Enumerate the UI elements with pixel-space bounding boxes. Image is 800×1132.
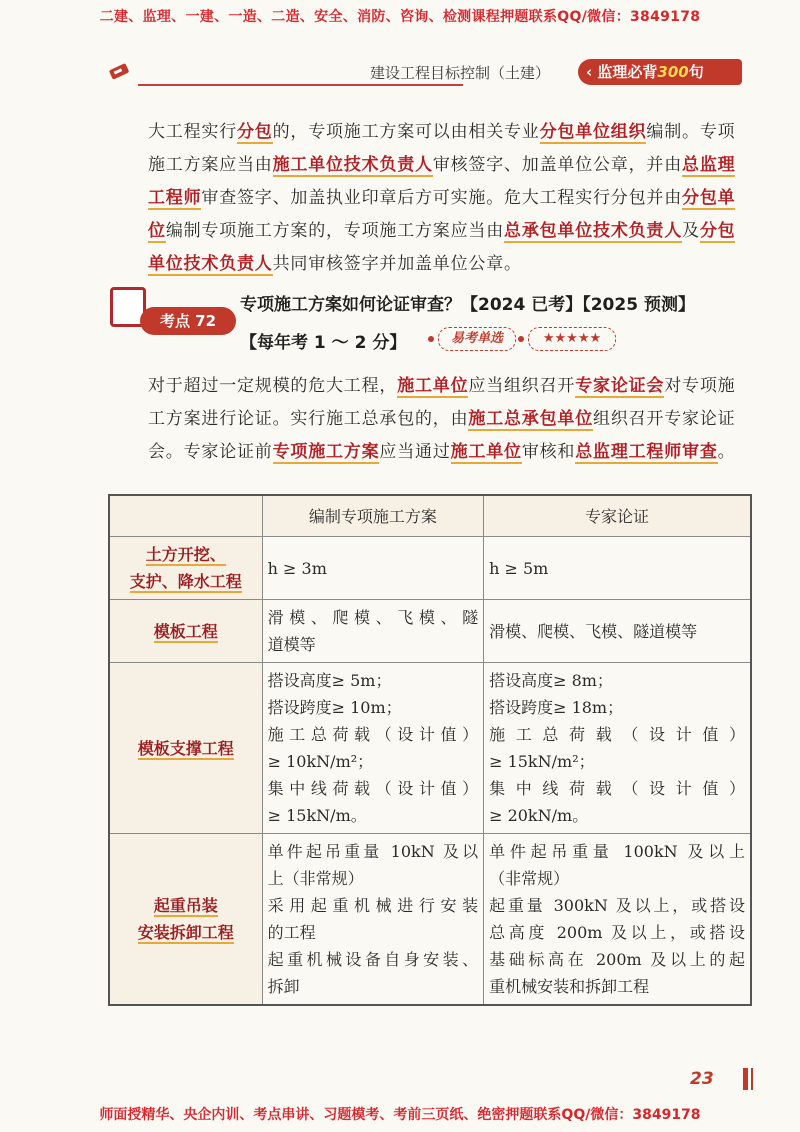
text-run: 编制。专项施工方案应当由 (148, 122, 736, 175)
text-run: 审查签字、加盖执业印章后方可实施。危大工程实行分包并由 (201, 188, 683, 208)
cell-line: （非常规） (489, 869, 570, 888)
table-cell (262, 537, 483, 600)
table-cell (262, 600, 483, 663)
cell-line: 单件起吊重量 10kN 及以 (267, 842, 479, 861)
cell-line: 滑模、爬模、飞模、隧 (267, 608, 479, 627)
cell-line: ≥ 15kN/m。 (267, 806, 367, 825)
cell-text: 滑模、爬模、飞模、隧道模等 (489, 621, 698, 641)
table-row (109, 600, 751, 663)
key-point-title: 专项施工方案如何论证审查？【2024 已考】【2025 预测】 (240, 295, 695, 315)
cell-line: ≥ 20kN/m。 (489, 806, 589, 825)
row-label-line: 支护、降水工程 (129, 572, 242, 591)
text-run: 共同审核签字并加盖单位公章。 (272, 254, 522, 274)
cell-line: 集中线荷载（设计值） (489, 779, 745, 798)
table-cell (262, 834, 483, 1006)
cell-line: 搭设高度≥ 8m； (489, 671, 613, 690)
question-type-badge: 易考单选 (438, 327, 516, 351)
highlight-term: 分包单位 (148, 188, 736, 241)
row-label (109, 834, 262, 1006)
cell-text: h ≥ 5m (489, 558, 549, 578)
cell-line: 施工总荷载（设计值） (267, 725, 479, 744)
text-run: 组织召开专家论证会。专家论证前 (148, 409, 736, 462)
top-ad-banner: 二建、监理、一建、一造、二造、安全、消防、咨询、检测课程押题联系QQ/微信：3849178 (99, 9, 701, 25)
cell-line: 搭设高度≥ 5m； (267, 671, 392, 690)
header-tag-number: 300 (657, 63, 689, 81)
text-run: 及 (682, 221, 700, 241)
key-point-label: 考点 72 (140, 307, 236, 335)
row-label (109, 663, 262, 834)
cell-line: 搭设跨度≥ 10m； (267, 698, 402, 717)
cell-line: ≥ 15kN/m²； (489, 752, 595, 771)
key-point-badge (110, 287, 236, 337)
cell-line: 集中线荷载（设计值） (267, 779, 479, 798)
cell-line: 单件起吊重量 100kN 及以上 (489, 842, 745, 861)
header-title: 建设工程目标控制（土建） (370, 64, 551, 82)
highlight-term: 分包单位技术负责人 (148, 221, 736, 274)
table-cell (484, 663, 751, 834)
text-run: 对于超过一定规模的危大工程， (148, 376, 398, 396)
cell-text: h ≥ 3m (267, 558, 327, 578)
highlight-term: 施工单位技术负责人 (272, 155, 433, 175)
highlight-term: 总监理工程师 (148, 155, 736, 208)
table-cell (484, 834, 751, 1006)
cell-line: 上（非常规） (267, 869, 364, 888)
key-point-frequency: 【每年考 1 ～ 2 分】 (240, 333, 407, 353)
table-header-cell: 编制专项施工方案 (262, 495, 483, 537)
table-header-cell: 专家论证 (484, 495, 751, 537)
text-run: 对专项施工方案进行论证。实行施工总承包的，由 (148, 376, 736, 429)
table-row (109, 537, 751, 600)
dot-icon (428, 336, 434, 342)
header-tag-suffix: 句 (688, 63, 704, 81)
row-label-line: 安装拆卸工程 (137, 923, 234, 942)
row-label (109, 537, 262, 600)
header-rule (138, 84, 463, 86)
highlight-term: 总监理工程师审查 (575, 442, 718, 462)
highlight-term: 专项施工方案 (272, 442, 380, 462)
table-header-row (109, 495, 751, 537)
importance-stars: ★★★★★ (528, 327, 616, 351)
cell-line: 拆卸 (267, 977, 300, 996)
page-number: 23 (690, 1069, 714, 1089)
page-header (108, 58, 748, 88)
dot-icon (518, 336, 524, 342)
second-paragraph (148, 370, 752, 469)
header-tag (578, 59, 742, 85)
text-run: 应当通过 (379, 442, 451, 462)
highlight-term: 施工总承包单位 (468, 409, 594, 429)
highlight-term: 专家论证会 (575, 376, 665, 396)
header-tag-prefix: ‹ 监理必背 (586, 63, 658, 81)
cell-line: 采用起重机械进行安装 (267, 896, 479, 915)
text-run: 大工程实行 (148, 122, 237, 142)
text-run: 审核和 (521, 442, 576, 462)
pencil-icon (108, 60, 132, 82)
row-label-line: 起重吊装 (153, 896, 218, 915)
cell-line: 施工总荷载（设计值） (489, 725, 745, 744)
cell-line: 总高度 200m 及以上，或搭设 (489, 923, 745, 942)
text-run: 应当组织召开 (468, 376, 576, 396)
row-label-line: 土方开挖、 (145, 545, 226, 564)
table-cell (262, 663, 483, 834)
cell-line: ≥ 10kN/m²； (267, 752, 374, 771)
row-label-line: 模板工程 (153, 621, 218, 641)
highlight-term: 分包单位组织 (539, 122, 647, 142)
page-marker-bar (743, 1068, 748, 1090)
criteria-table (108, 494, 752, 1006)
table-header-cell (109, 495, 262, 537)
page-marker-bar (751, 1068, 753, 1090)
cell-line: 道模等 (267, 635, 316, 654)
text-run: 编制专项施工方案的，专项施工方案应当由 (165, 221, 505, 241)
cell-line: 起重机械设备自身安装、 (267, 950, 479, 969)
text-run: 审核签字、加盖单位公章，并由 (432, 155, 683, 175)
cell-line: 基础标高在 200m 及以上的起 (489, 950, 745, 969)
intro-paragraph (148, 116, 752, 281)
text-run: 的，专项施工方案可以由相关专业 (272, 122, 540, 142)
bottom-ad-banner: 师面授精华、央企内训、考点串讲、习题模考、考前三页纸、绝密押题联系QQ/微信：3849178 (99, 1107, 701, 1123)
highlight-term: 施工单位 (397, 376, 469, 396)
text-run: 。 (717, 442, 736, 462)
row-label (109, 600, 262, 663)
cell-line: 搭设跨度≥ 18m； (489, 698, 624, 717)
cell-line: 起重量 300kN 及以上，或搭设 (489, 896, 745, 915)
highlight-term: 分包 (237, 122, 273, 142)
table-row (109, 663, 751, 834)
row-label-line: 模板支撑工程 (137, 738, 234, 758)
table-cell (484, 600, 751, 663)
highlight-term: 总承包单位技术负责人 (504, 221, 683, 241)
cell-line: 重机械安装和拆卸工程 (489, 977, 650, 996)
table-cell (484, 537, 751, 600)
highlight-term: 施工单位 (450, 442, 522, 462)
table-row (109, 834, 751, 1006)
cell-line: 的工程 (267, 923, 316, 942)
